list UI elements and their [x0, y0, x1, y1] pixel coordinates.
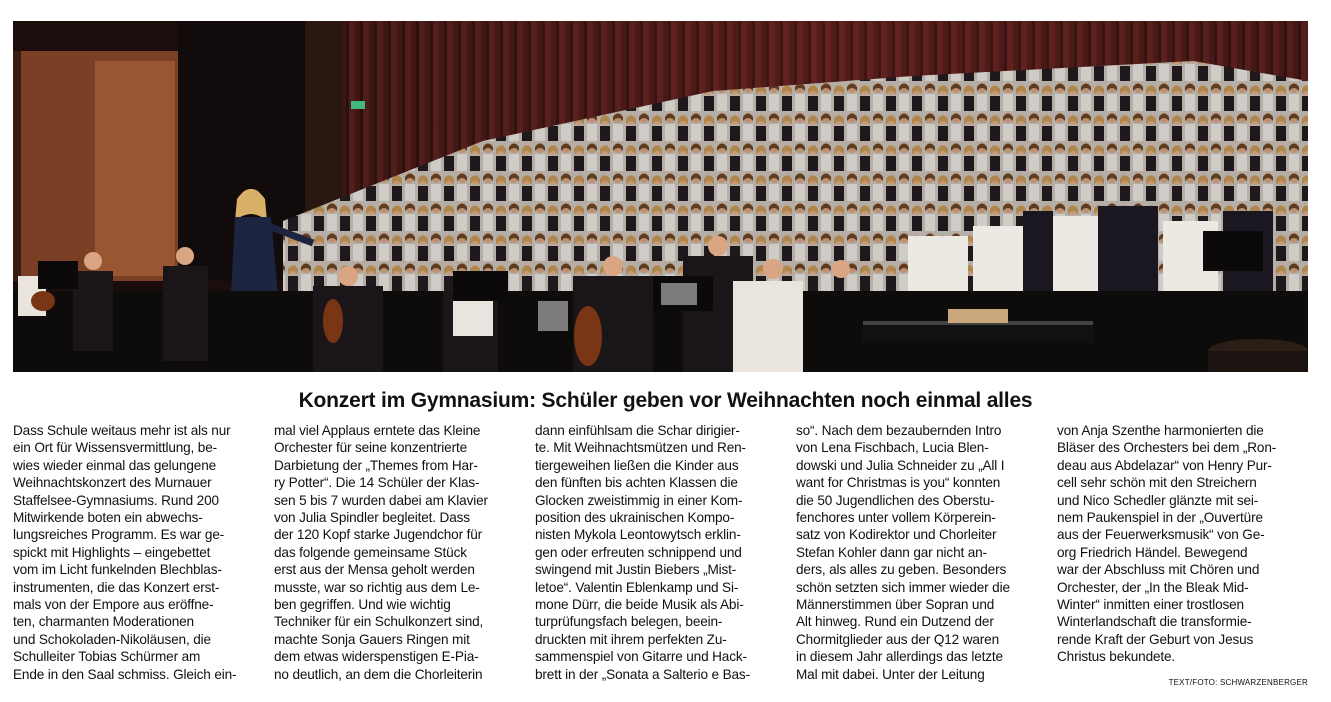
text-line: Christus bekundete.: [1057, 649, 1176, 665]
text-line: von Lena Fischbach, Lucia Blen-: [796, 440, 989, 456]
text-line: ein Ort für Wissensvermittlung, be-: [13, 440, 218, 456]
text-line: swingend mit Justin Biebers „Mist-: [535, 562, 737, 578]
text-line: turprüfungsfach belegen, beein-: [535, 614, 723, 630]
text-line: Chormitglieder aus der Q12 waren: [796, 631, 999, 647]
text-line: so“. Nach dem bezaubernden Intro: [796, 423, 1002, 438]
text-line: dem etwas widerspenstigen E-Pia-: [274, 649, 479, 665]
article-body: [13, 422, 1308, 694]
text-line: Winter“ inmitten einer trostlosen: [1057, 597, 1244, 613]
text-line: position des ukrainischen Kompo-: [535, 510, 735, 526]
text-line: brett in der „Sonata a Salterio e Bas-: [535, 666, 750, 682]
text-line: ders, als alles zu geben. Besonders: [796, 562, 1007, 578]
text-line: instrumenten, die das Konzert erst-: [13, 579, 220, 595]
text-line: Darbietung der „Themes from Har-: [274, 457, 478, 473]
text-line: sammenspiel von Gitarre und Hack-: [535, 649, 747, 665]
text-line: fenchores unter vollem Körperein-: [796, 510, 996, 526]
text-line: org Friedrich Händel. Bewegend: [1057, 544, 1248, 560]
text-line: Orchester, der „In the Bleak Mid-: [1057, 579, 1249, 595]
text-line: Techniker für ein Schulkonzert sind,: [274, 614, 484, 630]
text-line: Orchester für seine konzentrierte: [274, 440, 468, 456]
text-column-4: [796, 422, 1046, 694]
text-line: satz von Kodirektor und Chorleiter: [796, 527, 997, 543]
text-line: mals von der Empore aus eröffne-: [13, 597, 214, 613]
text-line: wies wieder einmal das gelungene: [13, 457, 217, 473]
text-line: ten, charmanten Moderationen: [13, 614, 194, 630]
text-line: Weihnachtskonzert des Murnauer: [13, 475, 212, 491]
text-line: den fünften bis achten Klassen die: [535, 475, 738, 491]
text-line: te. Mit Weihnachtsmützen und Ren-: [535, 440, 746, 456]
text-line: Staffelsee-Gymnasiums. Rund 200: [13, 492, 219, 508]
text-line: machte Sonja Gauers Ringen mit: [274, 631, 470, 647]
text-line: der 120 Kopf starke Jugendchor für: [274, 527, 482, 543]
text-line: rende Kraft der Geburt von Jesus: [1057, 631, 1254, 647]
photo-credit: TEXT/FOTO: SCHWARZENBERGER: [1168, 678, 1308, 687]
text-column-5: [1057, 422, 1307, 694]
text-column-3: [535, 422, 785, 694]
text-line: tiergeweihen ließen die Kinder aus: [535, 457, 739, 473]
text-line: ben gegriffen. Und wie wichtig: [274, 597, 451, 613]
concert-photo-illustration: [13, 21, 1308, 372]
text-line: musste, war so richtig aus dem Le-: [274, 579, 480, 595]
text-line: dann einfühlsam die Schar dirigier-: [535, 423, 740, 438]
article-photo: [13, 21, 1308, 372]
text-line: Mitwirkende boten ein abwechs-: [13, 510, 203, 526]
text-line: aus der Feuerwerksmusik“ von Ge-: [1057, 527, 1265, 543]
text-line: schön setzten sich immer wieder die: [796, 579, 1010, 595]
text-line: in diesem Jahr allerdings das letzte: [796, 649, 1003, 665]
text-line: erst aus der Mensa geholt werden: [274, 562, 475, 578]
text-line: cell sehr schön mit den Streichern: [1057, 475, 1257, 491]
text-column-1: [13, 422, 263, 694]
text-line: letoe“. Valentin Eblenkamp und Si-: [535, 579, 739, 595]
article-headline: Konzert im Gymnasium: Schüler geben vor Weihnachten noch einmal alles: [298, 389, 1033, 412]
text-line: mone Dürr, die beide Musik als Abi-: [535, 597, 744, 613]
text-line: Glocken zweistimmig in einer Kom-: [535, 492, 743, 508]
text-line: Dass Schule weitaus mehr ist als nur: [13, 423, 231, 438]
text-line: gen oder erfreuten schnippend und: [535, 544, 742, 560]
text-line: und Nico Schedler glänzte mit sei-: [1057, 492, 1259, 508]
text-line: war der Abschluss mit Chören und: [1057, 562, 1260, 578]
text-line: Ende in den Saal schmiss. Gleich ein-: [13, 666, 237, 682]
text-line: lungsreiches Programm. Es war ge-: [13, 527, 225, 543]
text-line: das folgende gemeinsame Stück: [274, 544, 467, 560]
text-line: nem Paukenspiel in der „Ouvertüre: [1057, 510, 1263, 526]
text-line: nisten Mykola Leontowytsch erklin-: [535, 527, 741, 543]
text-line: und Schokoladen-Nikoläusen, die: [13, 631, 211, 647]
text-line: von Julia Spindler begleitet. Dass: [274, 510, 470, 526]
text-line: spickt mit Highlights – eingebettet: [13, 544, 211, 560]
text-line: Bläser des Orchesters bei dem „Ron-: [1057, 440, 1277, 456]
text-line: vom im Licht funkelnden Blechblas-: [13, 562, 222, 578]
text-line: Mal mit dabei. Unter der Leitung: [796, 666, 985, 682]
text-line: no deutlich, an dem die Chorleiterin: [274, 666, 483, 682]
text-line: die 50 Jugendlichen des Oberstu-: [796, 492, 995, 508]
text-line: druckten mit ihrem perfekten Zu-: [535, 631, 727, 647]
text-column-2: [274, 422, 524, 694]
text-line: want for Christmas is you“ konnten: [796, 475, 1001, 491]
text-line: Stefan Kohler dann gar nicht an-: [796, 544, 987, 560]
text-line: mal viel Applaus erntete das Kleine: [274, 423, 481, 438]
text-line: Männerstimmen über Sopran und: [796, 597, 995, 613]
text-line: dowski und Julia Schneider zu „All I: [796, 457, 1005, 473]
text-line: Winterlandschaft die transformie-: [1057, 614, 1252, 630]
text-line: von Anja Szenthe harmonierten die: [1057, 423, 1264, 438]
text-line: sen 5 bis 7 wurden dabei am Klavier: [274, 492, 488, 508]
text-line: Schulleiter Tobias Schürmer am: [13, 649, 201, 665]
text-line: deau aus Abdelazar“ von Henry Pur-: [1057, 457, 1272, 473]
text-line: Alt hinweg. Rund ein Dutzend der: [796, 614, 994, 630]
text-line: ry Potter“. Die 14 Schüler der Klas-: [274, 475, 480, 491]
